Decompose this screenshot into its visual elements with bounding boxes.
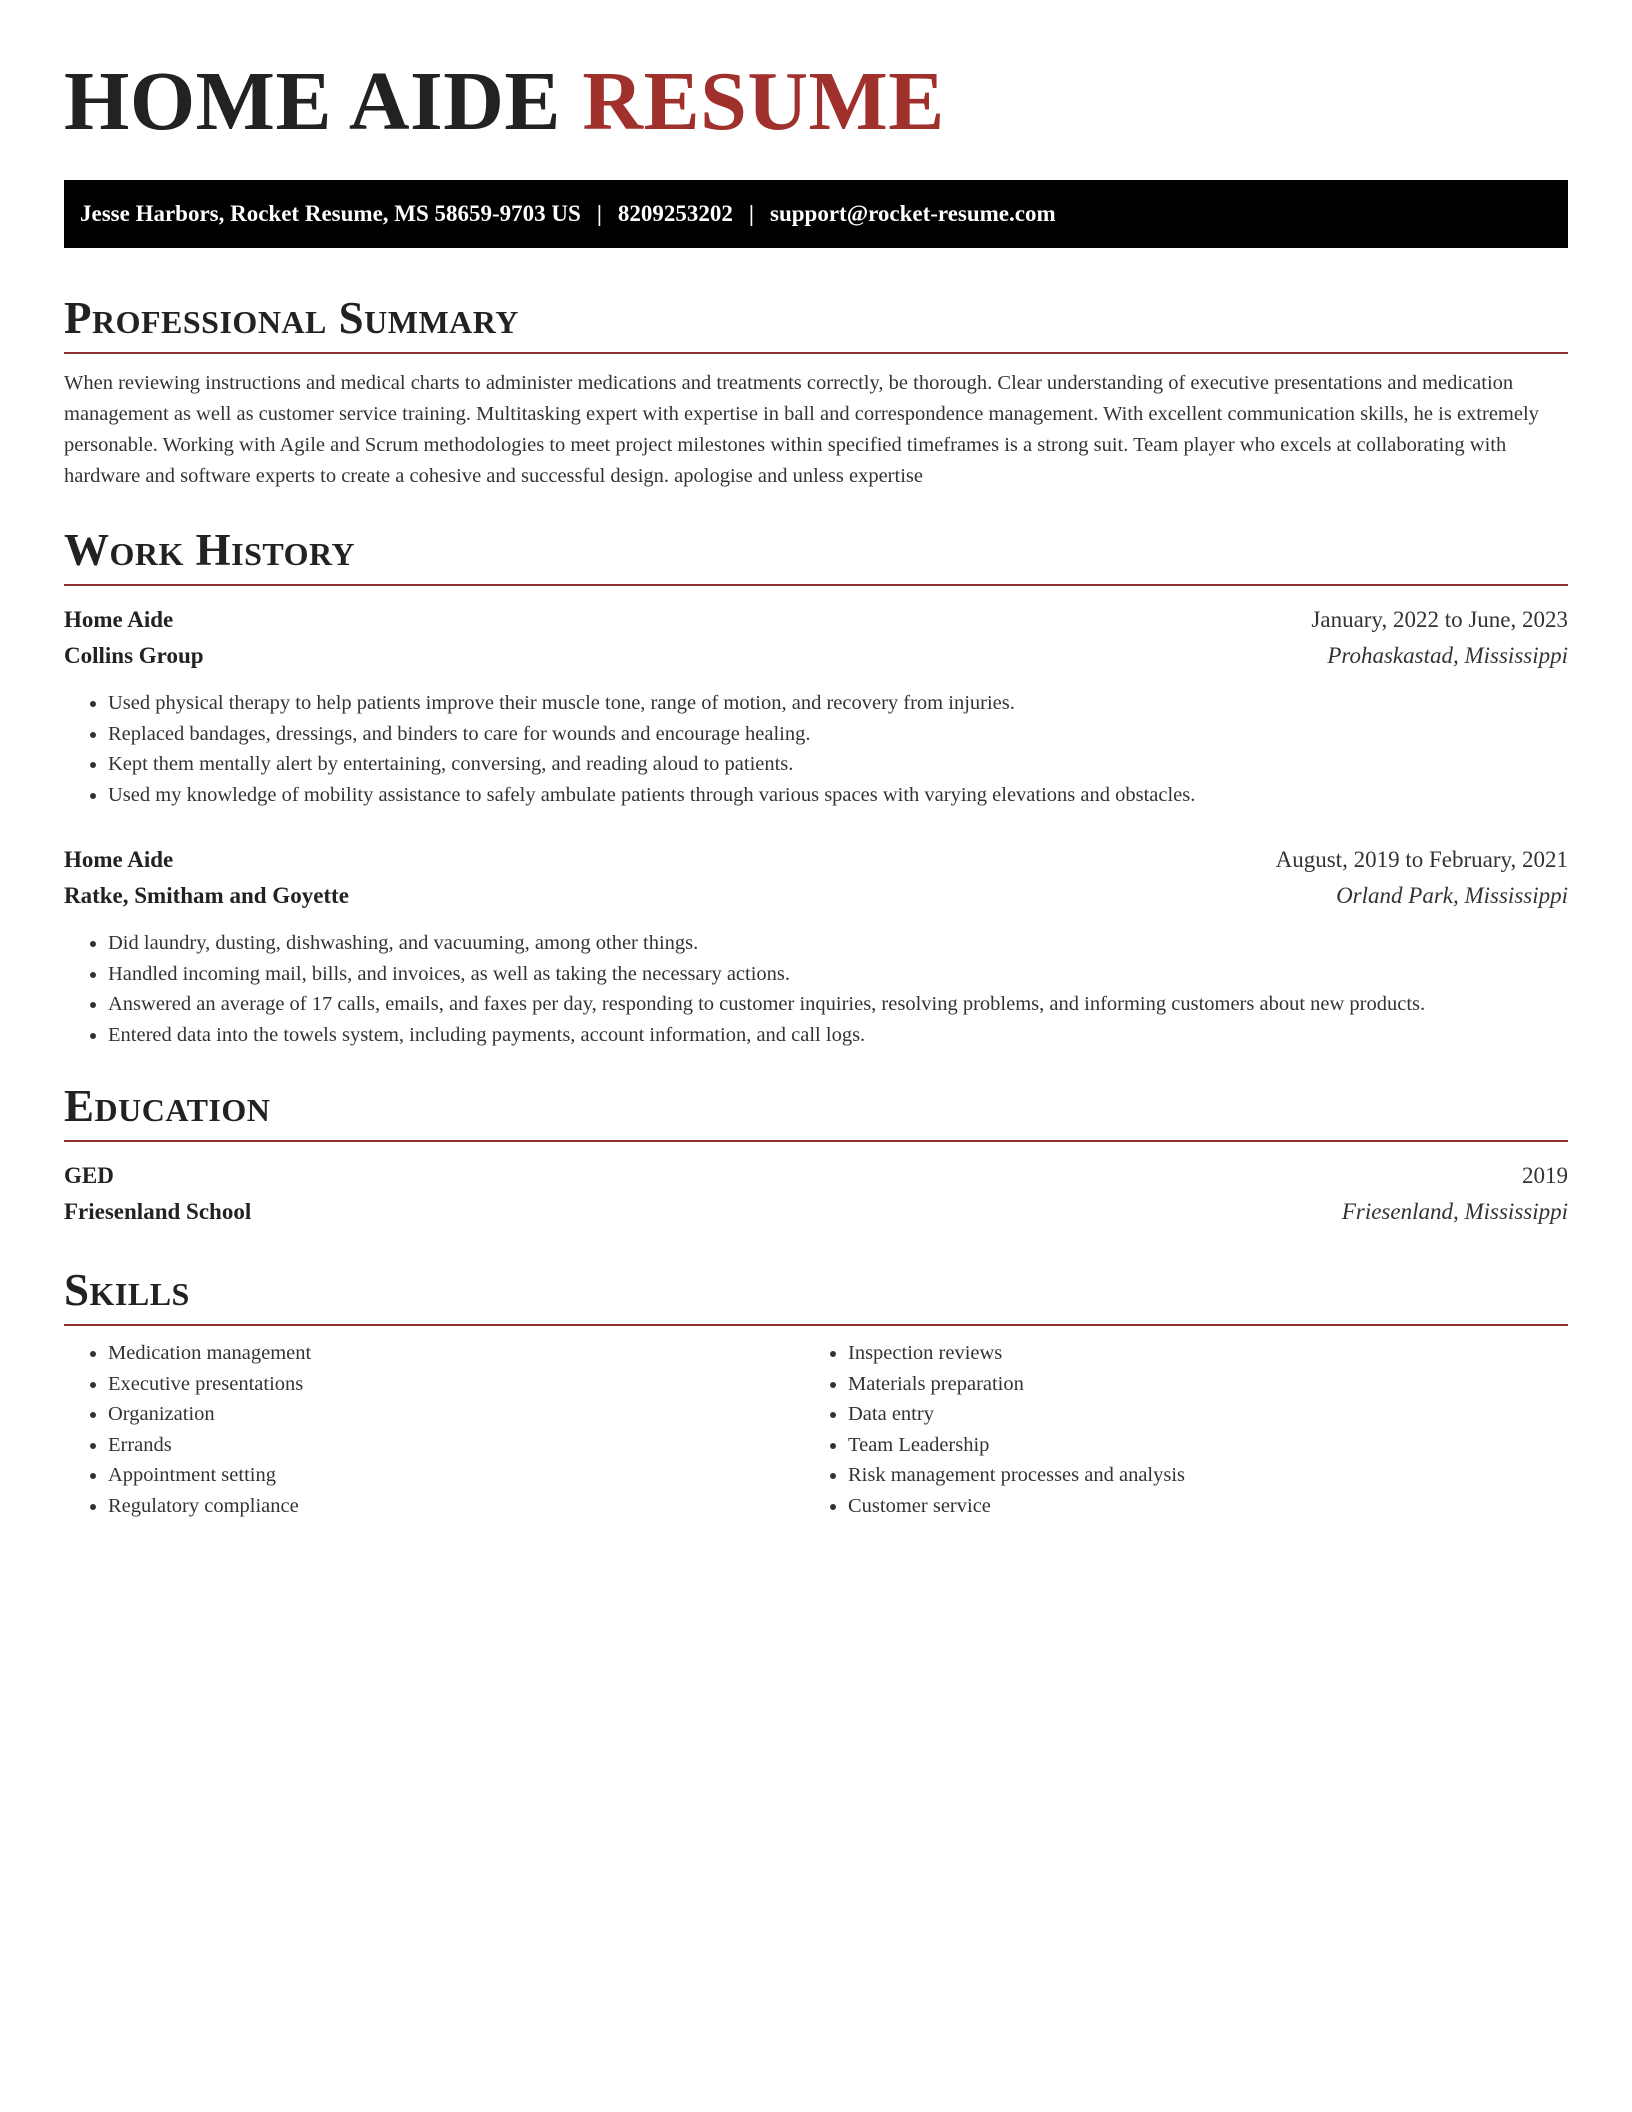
skill-item: • Organization — [108, 1399, 804, 1430]
contact-phone[interactable]: 8209253202 — [617, 201, 733, 226]
job-header-row — [64, 842, 1568, 878]
job-company: Ratke, Smitham and Goyette — [64, 883, 349, 908]
job-bullet: • Entered data into the towels system, including payments, account information, and call logs. — [108, 1020, 1568, 1051]
skill-item: • Medication management — [108, 1338, 804, 1369]
job-bullet: • Handled incoming mail, bills, and invoices, as well as taking the necessary actions. — [108, 959, 1568, 990]
skill-item: • Errands — [108, 1430, 804, 1461]
job-company-row — [64, 878, 1568, 914]
job-header-row — [64, 602, 1568, 638]
job-bullet: • Answered an average of 17 calls, emails, and faxes per day, responding to customer inquiries, resolving problems, and informing customers about new products. — [108, 989, 1568, 1020]
job-bullet: • Kept them mentally alert by entertaining, conversing, and reading aloud to patients. — [108, 749, 1568, 780]
skill-item: • Materials preparation — [848, 1369, 1544, 1400]
job-bullet: • Replaced bandages, dressings, and binders to care for wounds and encourage healing. — [108, 719, 1568, 750]
job-location: Prohaskastad, Mississippi — [1327, 643, 1568, 668]
job-bullets — [64, 688, 1568, 810]
job-bullet: • Did laundry, dusting, dishwashing, and vacuuming, among other things. — [108, 928, 1568, 959]
skills-heading: Skills — [64, 1262, 1568, 1326]
skill-item: • Team Leadership — [848, 1430, 1544, 1461]
skill-item: • Data entry — [848, 1399, 1544, 1430]
job-location: Orland Park, Mississippi — [1336, 883, 1568, 908]
education-degree-row — [64, 1158, 1568, 1194]
contact-separator: | — [596, 201, 602, 226]
job-bullets — [64, 928, 1568, 1050]
contact-separator: | — [748, 201, 754, 226]
job-entry — [64, 842, 1568, 1050]
skill-item: • Appointment setting — [108, 1460, 804, 1491]
skill-item: • Risk management processes and analysis — [848, 1460, 1544, 1491]
job-company: Collins Group — [64, 643, 204, 668]
job-bullet: • Used my knowledge of mobility assistance to safely ambulate patients through various spaces with varying elevations and obstacles. — [108, 780, 1568, 811]
contact-email[interactable]: support@rocket-resume.com — [770, 201, 1056, 226]
resume-title — [64, 0, 1568, 150]
education-year: 2019 — [1522, 1163, 1568, 1188]
education-degree: GED — [64, 1163, 114, 1188]
skills-column-right — [804, 1338, 1544, 1521]
education-location: Friesenland, Mississippi — [1341, 1199, 1568, 1224]
education-heading: Education — [64, 1078, 1568, 1142]
education-school-row — [64, 1194, 1568, 1230]
title-accent: RESUME — [582, 55, 945, 148]
skill-item: • Inspection reviews — [848, 1338, 1544, 1369]
contact-bar — [64, 180, 1568, 248]
job-entry — [64, 602, 1568, 810]
education-entry — [64, 1158, 1568, 1230]
title-main: HOME AIDE — [64, 55, 561, 148]
summary-heading: Professional Summary — [64, 290, 1568, 354]
work-history-heading: Work History — [64, 522, 1568, 586]
job-company-row — [64, 638, 1568, 674]
job-title: Home Aide — [64, 847, 174, 872]
skill-item: • Executive presentations — [108, 1369, 804, 1400]
skill-item: • Customer service — [848, 1491, 1544, 1522]
job-title: Home Aide — [64, 607, 174, 632]
job-dates: January, 2022 to June, 2023 — [1311, 607, 1568, 632]
summary-text: When reviewing instructions and medical charts to administer medications and treatments correctly, be thorough. Clear understanding of executive presentations and medication management as well as customer service training. Multitasking expert with expertise in ball and correspondence management. With excellent communication skills, he is extremely personable. Working with Agile and Scrum methodologies to meet project milestones within specified timeframes is a strong suit. Team player who excels at collaborating with hardware and software experts to create a cohesive and successful design. apologise and unless expertise — [64, 372, 1539, 487]
job-dates: August, 2019 to February, 2021 — [1275, 847, 1568, 872]
skills-column-left — [64, 1338, 804, 1521]
resume-page — [64, 0, 1568, 1521]
job-bullet: • Used physical therapy to help patients improve their muscle tone, range of motion, and recovery from injuries. — [108, 688, 1568, 719]
education-school: Friesenland School — [64, 1199, 252, 1224]
skills-grid — [64, 1338, 1568, 1521]
contact-address: Jesse Harbors, Rocket Resume, MS 58659-9703 US — [80, 201, 581, 226]
skill-item: • Regulatory compliance — [108, 1491, 804, 1522]
